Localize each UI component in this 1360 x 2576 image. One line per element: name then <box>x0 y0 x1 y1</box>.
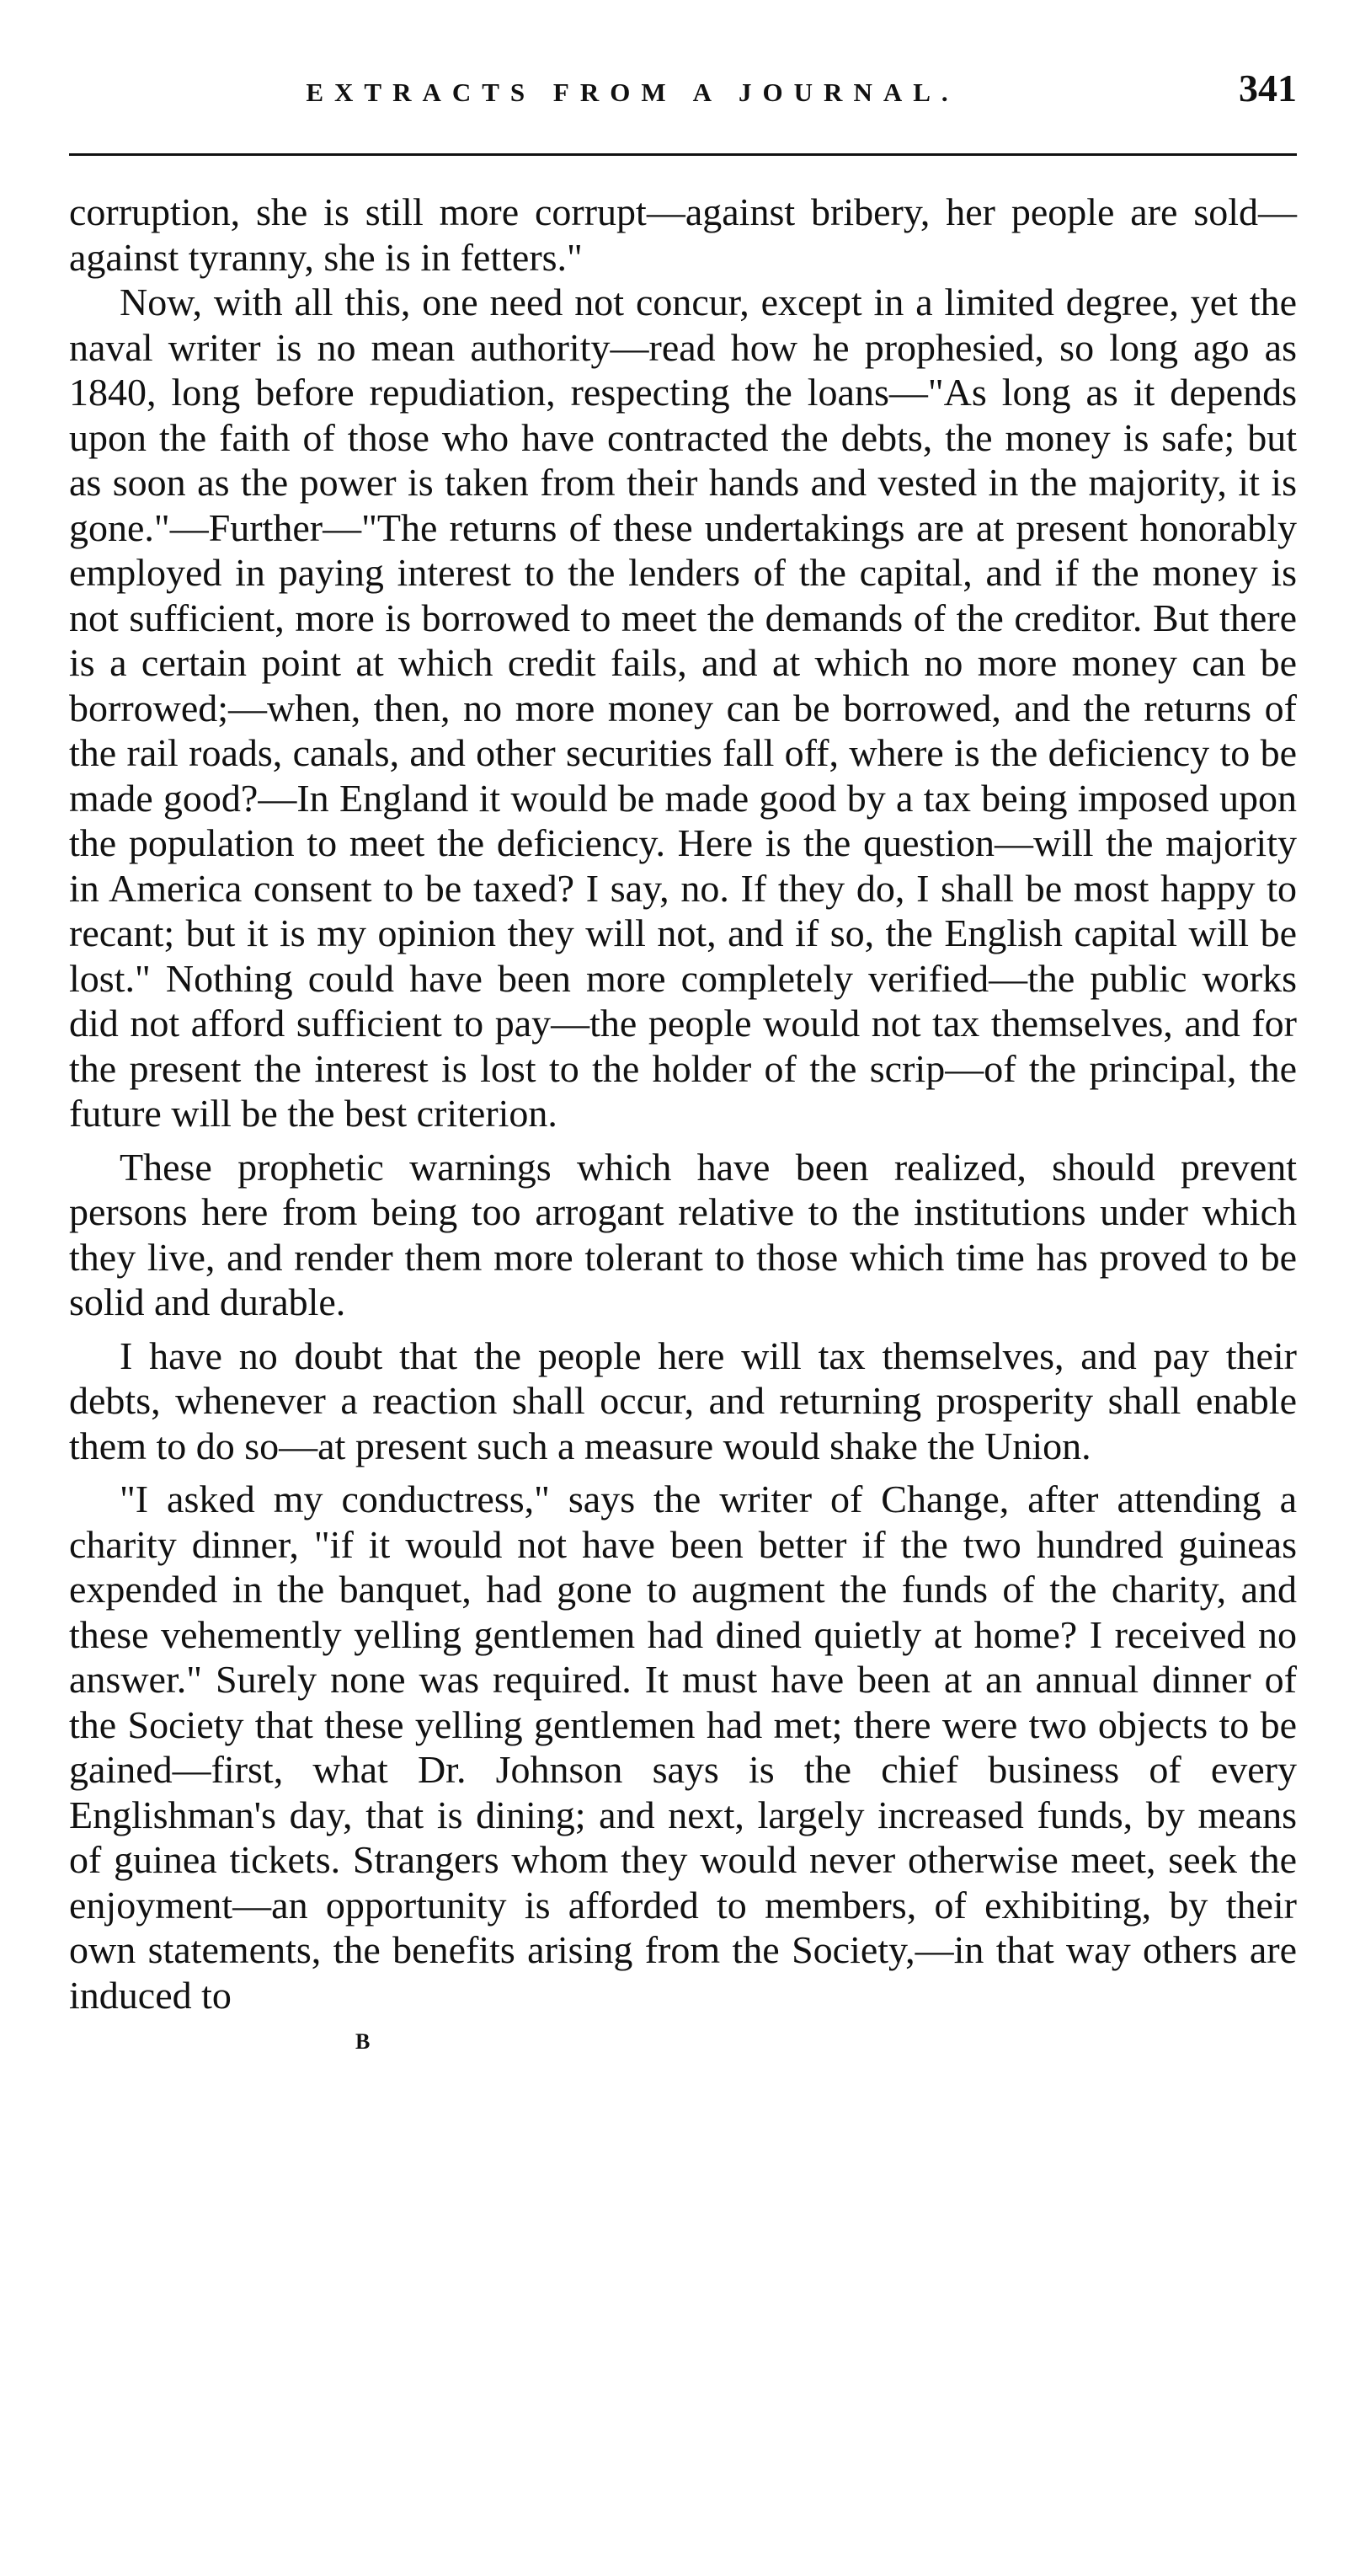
journal-page <box>69 51 1297 2055</box>
paragraph-charity-dinner: "I asked my conductress," says the writer of Change, after attending a charity dinner, "if it would not have been better if the two hundred guineas expended in the banquet, had gone to augment the funds of the charity, and these vehemently yelling gentlemen had dined quietly at home? I received no answer." Surely none was required. It must have been at an annual dinner of the Society that these yelling gentlemen had met; there were two objects to be gained—first, what Dr. Johnson says is the chief business of every Englishman's day, that is dining; and next, largely increased funds, by means of guinea tickets. Strangers whom they would never otherwise meet, seek the enjoyment—an opportunity is afforded to members, of exhibiting, by their own statements, the benefits arising from the Society,—in that way others are induced to <box>69 1478 1297 2017</box>
paragraph-prophetic-warnings: These prophetic warnings which have been realized, should prevent persons here from being too arrogant relative to the institutions under which they live, and render them more tolerant to those which time has proved to be solid and durable. <box>69 1145 1297 1323</box>
paragraph-continuation: corruption, she is still more corrupt—against bribery, her people are sold—against tyranny, she is in fetters." <box>69 190 1297 279</box>
body-text <box>69 190 1297 2018</box>
paragraph-tax-themselves: I have no doubt that the people here will tax themselves, and pay their debts, whenever a reaction shall occur, and returning prosperity shall enable them to do so—at present such a measure would shake the Union. <box>69 1333 1297 1467</box>
page-number: 341 <box>1239 67 1297 110</box>
paragraph-naval-writer: Now, with all this, one need not concur, except in a limited degree, yet the naval writer is no mean authority—read how he prophesied, so long ago as 1840, long before repudiation, respecting the loans—"As long as it depends upon the faith of those who have contracted the debts, the money is safe; but as soon as the power is taken from their hands and vested in the majority, it is gone."—Further—"The returns of these undertakings are at present honorably employed in paying interest to the lenders of the capital, and if the money is not sufficient, more is borrowed to meet the demands of the creditor. But there is a certain point at which credit fails, and at which no more money can be borrowed;—when, then, no more money can be borrowed, and the returns of the rail roads, canals, and other securities fall off, where is the deficiency to be made good?—In England it would be made good by a tax being imposed upon the population to meet the deficiency. Here is the question—will the majority in America consent to be taxed? I say, no. If they do, I shall be most happy to recant; but it is my opinion they will not, and if so, the English capital will be lost." Nothing could have been more completely verified—the public works did not afford sufficient to pay—the people would not tax themselves, and for the present the interest is lost to the holder of the scrip—of the principal, the future will be the best criterion. <box>69 281 1297 1135</box>
running-title: EXTRACTS FROM A JOURNAL. <box>306 77 959 107</box>
signature-mark: B <box>355 2029 372 2054</box>
running-head <box>69 51 1297 118</box>
header-rule <box>69 153 1297 156</box>
